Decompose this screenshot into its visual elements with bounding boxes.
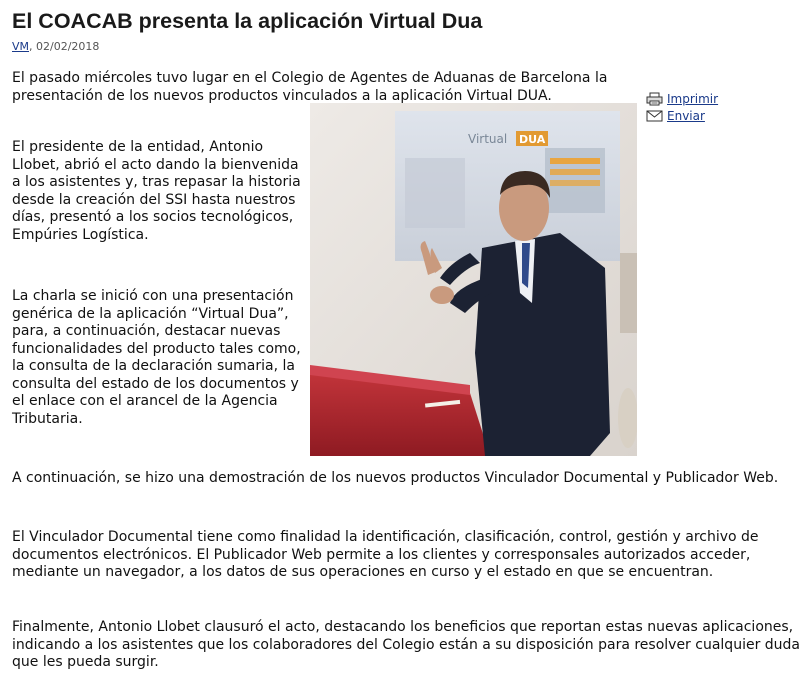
paragraph-1: El pasado miércoles tuvo lugar en el Colegio de Agentes de Aduanas de Barcelona la presentación de los nuevos productos vinculados a la aplicación Virtual DUA. [12, 70, 608, 104]
speaker-illustration [310, 103, 637, 456]
paragraph-4: A continuación, se hizo una demostración de los nuevos productos Vinculador Documental y Publicador Web. [12, 470, 779, 486]
printer-icon [646, 92, 663, 106]
print-label[interactable]: Imprimir [667, 92, 719, 106]
publish-date: , 02/02/2018 [29, 40, 100, 53]
slide-text-dua: DUA [519, 133, 546, 146]
article-photo [310, 103, 637, 456]
article-title: El COACAB presenta la aplicación Virtual Dua [12, 9, 483, 33]
envelope-icon [646, 110, 663, 122]
paragraph-6: Finalmente, Antonio Llobet clausuró el acto, destacando los beneficios que reportan estas nuevas aplicaciones, indicando a los asistentes que los colaboradores del Colegio están a su disposición para resolver cualquier duda que les pueda surgir. [12, 619, 800, 670]
paragraph-3: La charla se inició con una presentación genérica de la aplicación “Virtual Dua”, para, a continuación, destacar nuevas funcionalidades del producto tales como, la consulta de la declaración sumaria, la consulta del estado de los documentos y el enlace con el arancel de la Agencia Tributaria. [12, 288, 301, 427]
send-label[interactable]: Enviar [667, 109, 705, 123]
byline [12, 40, 99, 53]
paragraph-2: El presidente de la entidad, Antonio Llobet, abrió el acto dando la bienvenida a los asistentes y, tras repasar la historia desde la creación del SSI hasta nuestros días, presentó a los socios tecnológicos, Empúries Logística. [12, 139, 301, 243]
article-tools [646, 91, 718, 125]
print-button[interactable] [646, 91, 718, 107]
author-link[interactable]: VM [12, 40, 30, 53]
paragraph-5: El Vinculador Documental tiene como finalidad la identificación, clasificación, control, gestión y archivo de documentos electrónicos. El Publicador Web permite a los clientes y corresponsales autorizados acceder, mediante un navegador, a los datos de sus operaciones en curso y el estado en que se encuentran. [12, 529, 759, 580]
slide-text-virtual: Virtual [468, 132, 508, 146]
speaker-suit [475, 233, 610, 456]
send-button[interactable] [646, 108, 718, 124]
